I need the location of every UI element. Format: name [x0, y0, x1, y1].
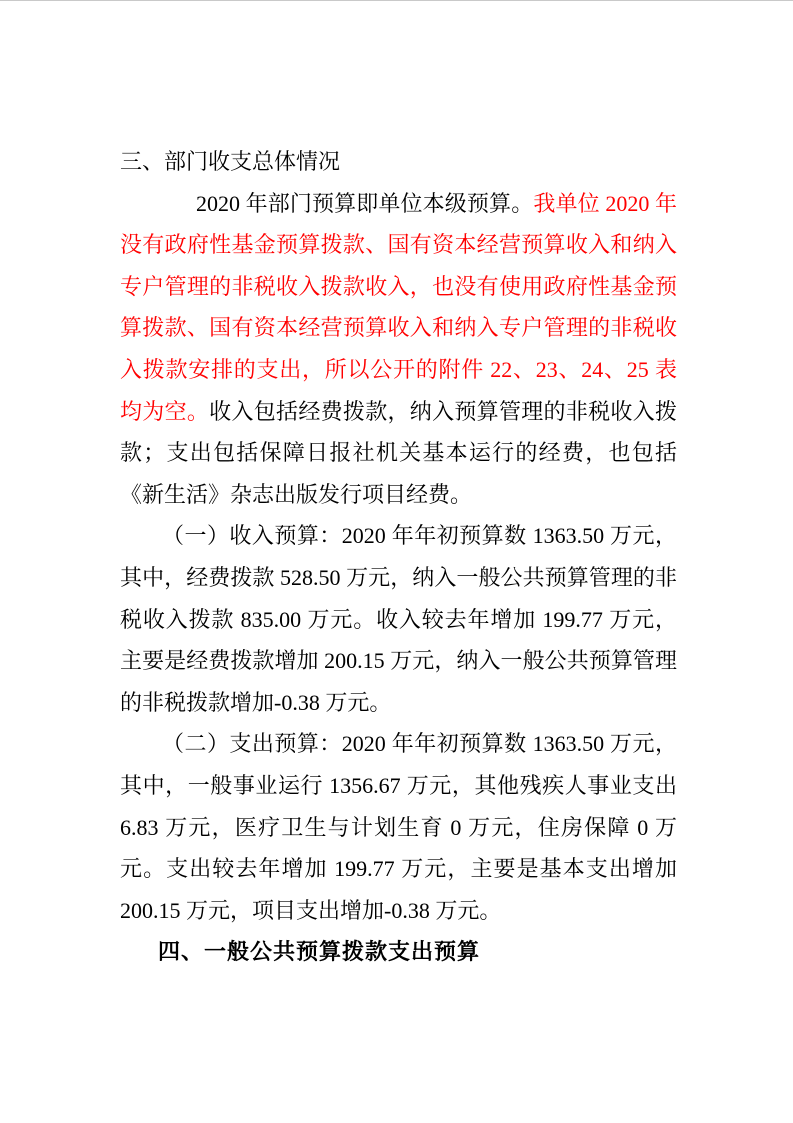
overview-intro-text: 2020 年部门预算即单位本级预算。	[196, 190, 534, 216]
paragraph-overview	[120, 183, 677, 516]
overview-emphasis-text: 我单位 2020 年没有政府性基金预算拨款、国有资本经营预算收入和纳入专户管理的非税收入拨款收入，也没有使用政府性基金预算拨款、国有资本经营预算收入和纳入专户管理的非税收入拨款安排的支出，所以公开的附件 22、23、24、25 表均为空。	[120, 190, 677, 424]
paragraph-expenditure-budget	[120, 723, 677, 931]
section4-heading: 四、一般公共预算拨款支出预算	[158, 939, 481, 965]
overview-closing-text: 收入包括经费拨款，纳入预算管理的非税收入拨款；支出包括保障日报社机关基本运行的经费，也包括《新生活》杂志出版发行项目经费。	[120, 398, 677, 507]
income-budget-text: （一）收入预算：2020 年年初预算数 1363.50 万元，其中，经费拨款 528.50 万元，纳入一般公共预算管理的非税收入拨款 835.00 万元。收入较去年增加 199.77 万元，主要是经费拨款增加 200.15 万元，纳入一般公共预算管理的非税拨款增加-0.38 万元。	[120, 523, 677, 715]
document-body	[120, 141, 677, 973]
section3-heading: 三、部门收支总体情况	[120, 149, 341, 174]
expenditure-budget-text: （二）支出预算：2020 年年初预算数 1363.50 万元，其中，一般事业运行 1356.67 万元，其他残疾人事业支出 6.83 万元，医疗卫生与计划生育 0 万元，住房保障 0 万元。支出较去年增加 199.77 万元，主要是基本支出增加 200.15 万元，项目支出增加-0.38 万元。	[120, 731, 677, 923]
paragraph-income-budget	[120, 515, 677, 723]
